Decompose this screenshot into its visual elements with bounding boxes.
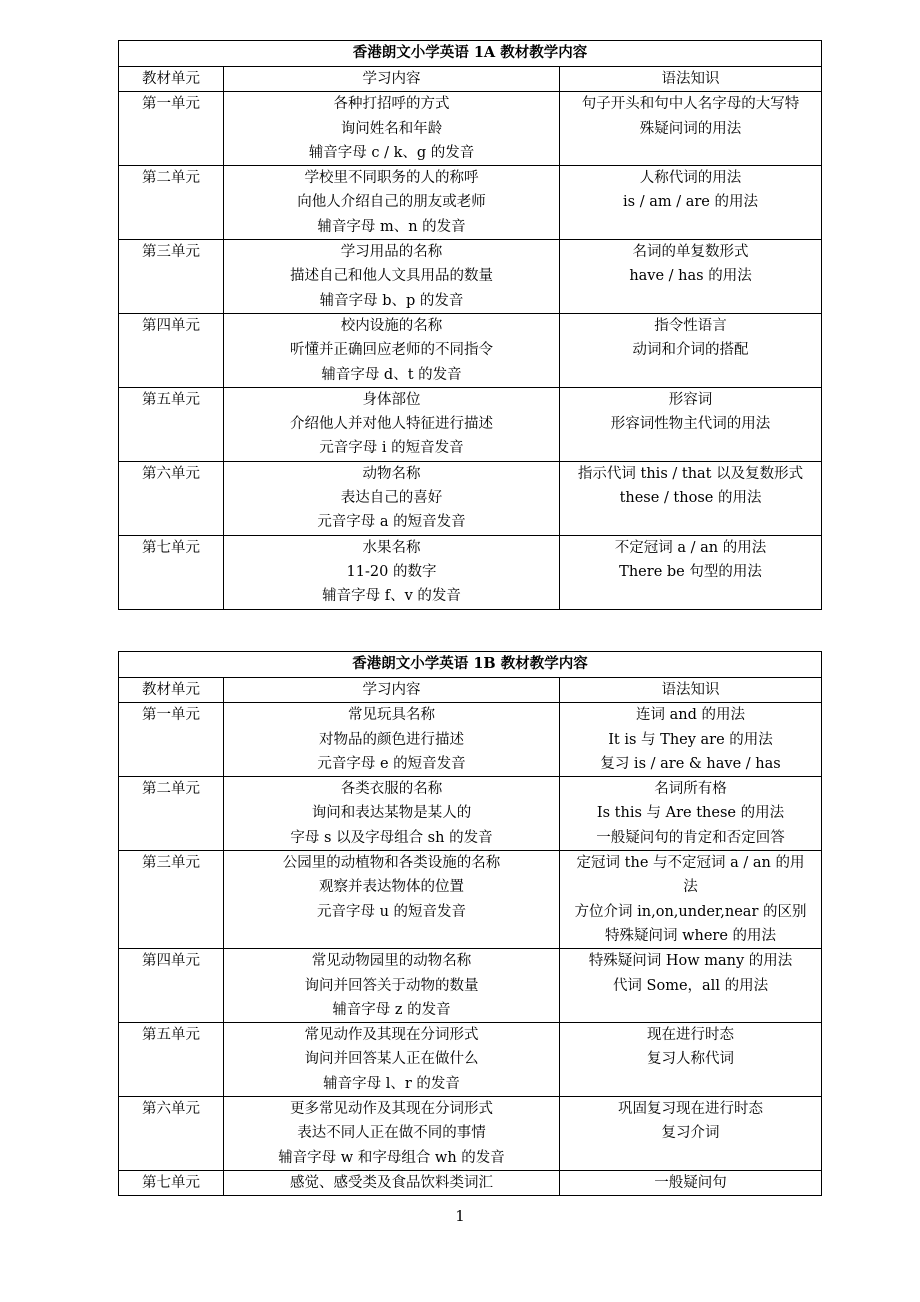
column-header-content: 学习内容: [224, 67, 560, 92]
table-row: [119, 851, 822, 949]
content-line: 公园里的动植物和各类设施的名称: [282, 855, 501, 872]
grammar-line: 特殊疑问词 where 的用法: [604, 927, 777, 944]
grammar-line: 代词 Some，all 的用法: [612, 977, 769, 994]
unit-cell: 第六单元: [119, 461, 224, 535]
table-row: [119, 387, 822, 461]
grammar-line: 特殊疑问词 How many 的用法: [588, 953, 793, 970]
grammar-line: 指示代词 this / that 以及复数形式: [577, 465, 804, 482]
content-line: 身体部位: [362, 391, 421, 408]
content-line: 各类衣服的名称: [340, 781, 443, 798]
content-cell: [224, 851, 560, 949]
content-line: 校内设施的名称: [340, 317, 443, 334]
grammar-line: is / am / are 的用法: [623, 194, 758, 211]
content-cell: [224, 535, 560, 609]
content-line: 元音字母 u 的短音发音: [316, 903, 467, 920]
grammar-line: 连词 and 的用法: [636, 707, 745, 724]
content-cell: [224, 777, 560, 851]
content-line: 常见动物园里的动物名称: [311, 953, 472, 970]
unit-cell: 第五单元: [119, 387, 224, 461]
grammar-line: 殊疑问词的用法: [639, 120, 742, 137]
content-line: 学习用品的名称: [340, 244, 443, 261]
grammar-cell: [560, 851, 822, 949]
table-row: [119, 240, 822, 314]
unit-cell: 第三单元: [119, 851, 224, 949]
grammar-line: 名词所有格: [654, 781, 727, 798]
grammar-line: 法: [683, 879, 698, 896]
content-line: 询问姓名和年龄: [340, 120, 443, 137]
content-line: 辅音字母 f、v 的发音: [322, 588, 461, 605]
grammar-cell: [560, 1170, 822, 1195]
content-line: 辅音字母 l、r 的发音: [323, 1075, 460, 1092]
syllabus-table-1a: [118, 40, 822, 610]
grammar-line: 复习介词: [661, 1125, 720, 1142]
grammar-line: 复习 is / are & have / has: [600, 755, 781, 772]
column-header-content: 学习内容: [224, 678, 560, 703]
table-row: [119, 92, 822, 166]
grammar-cell: [560, 777, 822, 851]
content-line: 元音字母 e 的短音发音: [317, 755, 466, 772]
content-line: 表达不同人正在做不同的事情: [297, 1125, 486, 1142]
grammar-line: these / those 的用法: [619, 490, 762, 507]
content-line: 介绍他人并对他人特征进行描述: [290, 416, 493, 433]
grammar-cell: [560, 166, 822, 240]
unit-cell: 第一单元: [119, 92, 224, 166]
content-line: 对物品的颜色进行描述: [319, 731, 464, 748]
unit-cell: 第一单元: [119, 703, 224, 777]
grammar-line: 巩固复习现在进行时态: [618, 1101, 763, 1118]
grammar-line: 形容词: [668, 391, 713, 408]
table-row: [119, 777, 822, 851]
grammar-cell: [560, 1023, 822, 1097]
content-line: 听懂并正确回应老师的不同指令: [290, 342, 493, 359]
content-line: 辅音字母 d、t 的发音: [321, 366, 462, 383]
table-row: [119, 535, 822, 609]
unit-cell: 第五单元: [119, 1023, 224, 1097]
table-row: [119, 1097, 822, 1171]
content-line: 元音字母 a 的短音发音: [317, 514, 466, 531]
unit-cell: 第六单元: [119, 1097, 224, 1171]
content-line: 向他人介绍自己的朋友或老师: [297, 194, 486, 211]
grammar-line: 不定冠词 a / an 的用法: [614, 539, 767, 556]
unit-cell: 第四单元: [119, 313, 224, 387]
unit-cell: 第二单元: [119, 777, 224, 851]
content-cell: [224, 1023, 560, 1097]
content-line: 元音字母 i 的短音发音: [319, 440, 464, 457]
content-cell: [224, 949, 560, 1023]
table-row: [119, 1170, 822, 1195]
content-line: 动物名称: [362, 465, 421, 482]
content-line: 常见动作及其现在分词形式: [304, 1027, 479, 1044]
content-line: 描述自己和他人文具用品的数量: [290, 268, 493, 285]
grammar-line: 一般疑问句: [654, 1174, 727, 1191]
table-title: 香港朗文小学英语 1B 教材教学内容: [119, 652, 822, 678]
grammar-cell: [560, 240, 822, 314]
grammar-cell: [560, 1097, 822, 1171]
grammar-line: 方位介词 in,on,under,near 的区别: [574, 903, 807, 920]
content-line: 水果名称: [362, 539, 421, 556]
grammar-line: 人称代词的用法: [639, 170, 742, 187]
content-cell: [224, 1097, 560, 1171]
content-line: 字母 s 以及字母组合 sh 的发音: [290, 829, 493, 846]
content-line: 询问并回答关于动物的数量: [304, 977, 479, 994]
grammar-cell: [560, 535, 822, 609]
grammar-line: 定冠词 the 与不定冠词 a / an 的用: [576, 855, 805, 872]
column-header-unit: 教材单元: [119, 678, 224, 703]
unit-cell: 第七单元: [119, 535, 224, 609]
content-cell: [224, 461, 560, 535]
table-row: [119, 461, 822, 535]
content-line: 辅音字母 b、p 的发音: [319, 292, 464, 309]
content-line: 询问和表达某物是某人的: [311, 805, 472, 822]
content-line: 询问并回答某人正在做什么: [304, 1051, 479, 1068]
content-line: 学校里不同职务的人的称呼: [304, 170, 479, 187]
table-body: [119, 703, 822, 1196]
grammar-cell: [560, 387, 822, 461]
grammar-line: 名词的单复数形式: [632, 244, 749, 261]
grammar-line: 现在进行时态: [647, 1027, 734, 1044]
unit-cell: 第七单元: [119, 1170, 224, 1195]
grammar-line: 动词和介词的搭配: [632, 342, 749, 359]
column-header-grammar: 语法知识: [560, 67, 822, 92]
content-cell: [224, 313, 560, 387]
column-header-unit: 教材单元: [119, 67, 224, 92]
grammar-cell: [560, 949, 822, 1023]
table-row: [119, 703, 822, 777]
table-title: 香港朗文小学英语 1A 教材教学内容: [119, 41, 822, 67]
table-body: [119, 92, 822, 609]
content-cell: [224, 387, 560, 461]
content-line: 辅音字母 m、n 的发音: [317, 218, 466, 235]
content-line: 辅音字母 w 和字母组合 wh 的发音: [278, 1149, 505, 1166]
column-header-grammar: 语法知识: [560, 678, 822, 703]
table-row: [119, 313, 822, 387]
content-line: 辅音字母 c / k、g 的发音: [308, 144, 475, 161]
content-line: 更多常见动作及其现在分词形式: [290, 1101, 493, 1118]
grammar-cell: [560, 92, 822, 166]
content-line: 常见玩具名称: [348, 707, 435, 724]
content-line: 感觉、感受类及食品饮料类词汇: [290, 1174, 493, 1191]
grammar-cell: [560, 703, 822, 777]
content-cell: [224, 703, 560, 777]
grammar-line: have / has 的用法: [629, 268, 752, 285]
table-row: [119, 1023, 822, 1097]
table-row: [119, 949, 822, 1023]
grammar-line: 指令性语言: [654, 317, 727, 334]
content-line: 观察并表达物体的位置: [319, 879, 464, 896]
unit-cell: 第四单元: [119, 949, 224, 1023]
content-line: 11-20 的数字: [346, 563, 437, 580]
grammar-cell: [560, 313, 822, 387]
grammar-line: 句子开头和句中人名字母的大写特: [581, 96, 800, 113]
unit-cell: 第二单元: [119, 166, 224, 240]
content-cell: [224, 166, 560, 240]
syllabus-table-1b: [118, 651, 822, 1196]
table-row: [119, 166, 822, 240]
grammar-line: 形容词性物主代词的用法: [610, 416, 771, 433]
content-line: 表达自己的喜好: [340, 490, 443, 507]
content-cell: [224, 92, 560, 166]
unit-cell: 第三单元: [119, 240, 224, 314]
content-cell: [224, 240, 560, 314]
page-number: 1: [455, 1207, 465, 1225]
content-cell: [224, 1170, 560, 1195]
grammar-line: Is this 与 Are these 的用法: [596, 805, 785, 822]
grammar-line: 一般疑问句的肯定和否定回答: [596, 829, 785, 846]
content-line: 各种打招呼的方式: [333, 96, 450, 113]
content-line: 辅音字母 z 的发音: [332, 1001, 451, 1018]
grammar-line: It is 与 They are 的用法: [608, 731, 773, 748]
grammar-line: 复习人称代词: [647, 1051, 734, 1068]
grammar-line: There be 句型的用法: [619, 563, 762, 580]
grammar-cell: [560, 461, 822, 535]
